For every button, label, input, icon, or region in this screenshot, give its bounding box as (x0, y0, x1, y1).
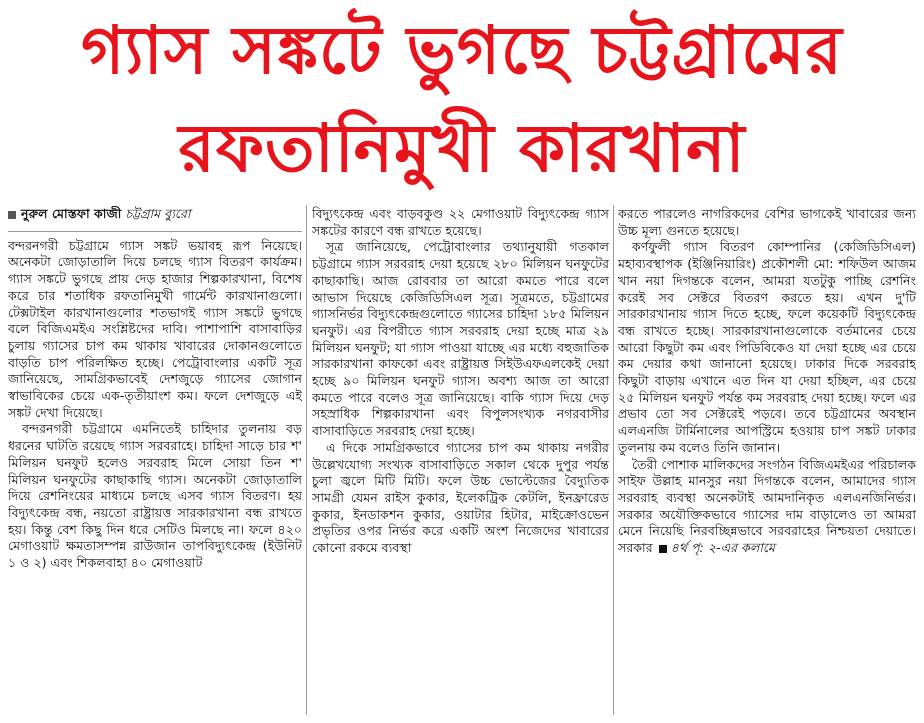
continuation-note[interactable] (653, 540, 775, 555)
headline-line-2: রফতানিমুখী কারখানা (178, 110, 746, 187)
article-column-2 (312, 206, 609, 718)
headline-line-1: গ্যাস সঙ্কটে ভুগছে চট্টগ্রামের (81, 12, 843, 89)
paragraph: করতে পারলেও নাগরিকদের বেশির ভাগকেই খাবারের জন্য উচ্চ মূল্য গুনতে হয়েছে। (618, 206, 916, 238)
byline (8, 206, 302, 232)
paragraph: বন্দরনগরী চট্টগ্রামে গ্যাস সঙ্কট ভয়াবহ রূপ নিয়েছে। অনেকটা জোড়াতালি দিয়ে চলছে গ্যাস বিতরণ কার্যক্রম। গ্যাস সঙ্কটে ভুগছে প্রায় দেড় হাজার শিল্পকারখানা, বিশেষ করে চার শতাধিক রফতানিমুখী গার্মেন্ট কারখানাগুলো। টেক্সটাইল কারখানাগুলোর শতভাগই গ্যাস সঙ্কটে ভুগছে বলে বিজিএমইএ সংশ্লিষ্টদের দাবি। পাশাপাশি বাসাবাড়ির চুলায় গ্যাসের চাপ কম থাকায় খাবারের দোকানগুলোতে বাড়তি চাপ পরিলক্ষিত হচ্ছে। পেট্রোবাংলার একটি সূত্র জানিয়েছে, সামগ্রিকভাবেই দেশজুড়ে গ্যাসের জোগান স্বাভাবিকের চেয়ে এক-তৃতীয়াংশ কম। ফলে দেশজুড়ে এই সঙ্কট দেখা দিয়েছে। (8, 237, 302, 420)
paragraph: বিদ্যুৎকেন্দ্র এবং বাড়বকুণ্ড ২২ মেগাওয়াট বিদ্যুৎকেন্দ্র গ্যাস সঙ্কটের কারণে বন্ধ রাখতে হয়েছে। (312, 206, 609, 238)
black-square-icon (659, 545, 667, 553)
paragraph: কর্ণফুলী গ্যাস বিতরণ কোম্পানির (কেজিডিসিএল) মহাব্যবস্থাপক (ইঞ্জিনিয়ারিং) প্রকৌশলী মো: শফিউল আজম খান নয়া দিগন্তকে বলেন, আমরা যতটুকু পাচ্ছি রেশনিং করেই সব সেক্টরে বিতরণ করতে হয়। এখন দু'টি সারকারখানায় গ্যাস দিতে হচ্ছে, ফলে কয়েকটি বিদ্যুৎকেন্দ্র বন্ধ রাখতে হচ্ছে। সারকারখানাগুলোকে বর্তমানের চেয়ে আরো কিছুটা কম এবং পিডিবিকেও যা দেয়া হচ্ছে এর চেয়ে কম দেয়ার কথা জানানো হয়েছে। ঢাকার দিকে সরবরাহ কিছুটা বাড়ায় এখানে এত দিন যা দেয়া হচ্ছিল, এর চেয়ে ২৫ মিলিয়ন ঘনফুট পর্যন্ত কম সরবরাহ দেয়া হচ্ছে। ফলে এর প্রভাব তো সব সেক্টরেই পড়বে। তবে চট্টগ্রামের অবস্থান এলএনজি টার্মিনালের আপস্ট্রিমে হওয়ায় চাপ সঙ্কট ঢাকার তুলনায় কম বলেও তিনি জানান। (618, 239, 916, 455)
article-column-1 (8, 206, 302, 718)
bureau-name: চট্টগ্রাম ব্যুরো (125, 206, 191, 221)
paragraph-text: তৈরী পোশাক মালিকদের সংগঠন বিজিএমইএর পরিচালক সাইফ উল্লাহ মানসুর নয়া দিগন্তকে বলেন, আমাদের গ্যাস সরবরাহ ব্যবস্থা অনেকটাই আমদানিকৃত এলএনজিনির্ভর। সরকার অযৌক্তিকভাবে গ্যাসের দাম বাড়ালেও তা আমরা মেনে নিয়েছি নিরবচ্ছিন্নভাবে সরবরাহের নিশ্চয়তা দেয়াতে। সরকার (618, 456, 916, 556)
paragraph: এ দিকে সামগ্রিকভাবে গ্যাসের চাপ কম থাকায় নগরীর উল্লেখযোগ্য সংখ্যক বাসাবাড়িতে সকাল থেকে দুপুর পর্যন্ত চুলা জ্বলে মিটি মিটি। ফলে উচ্চ ভোল্টেজের বৈদ্যুতিক সামগ্রী যেমন রাইস কুকার, ইলেকট্রিক কেটলি, ইনফ্রারেড কুকার, ইনডাকশন কুকার, ওয়াটার হিটার, মাইক্রোওভেন প্রভৃতির ওপর নির্ভর করে একটি অংশ নিজেদের খাবারের কোনো রকমে ব্যবস্থা (312, 439, 609, 556)
bullet-square-icon (8, 211, 16, 219)
author-name: নুরুল মোস্তফা কাজী (21, 206, 122, 221)
paragraph: সূত্র জানিয়েছে, পেট্রোবাংলার তথ্যানুযায়ী গতকাল চট্টগ্রামে গ্যাস সরবরাহ দেয়া হয়েছে ২৮০ মিলিয়ন ঘনফুটের কাছাকাছি। আজ রোববার তা আরো কমতে পারে বলে আভাস দিয়েছে কেজিডিসিএল সূত্র। সূত্রমতে, চট্টগ্রামের গ্যাসনির্ভর বিদ্যুৎকেন্দ্রগুলোতে গ্যাসের চাহিদা ১৮৫ মিলিয়ন ঘনফুট। এর বিপরীতে গ্যাস সরবরাহ দেয়া হচ্ছে মাত্র ২৯ মিলিয়ন ঘনফুট; যা গ্যাস পাওয়া যাচ্ছে এর মধ্যে বহুজাতিক সারকারখানা কাফকো এবং রাষ্ট্রায়ত্ত সিইউএফএলকেই দেয়া হচ্ছে ৯০ মিলিয়ন ঘনফুট গ্যাস। অবশ্য আজ তা আরো কমতে পারে বলেও সূত্র জানিয়েছে। বাকি গ্যাস দিয়ে দেড় সহস্রাধিক শিল্পকারখানা এবং বিপুলসংখ্যক নগরবাসীর বাসাবাড়িতে সরবরাহ দেয়া হচ্ছে। (312, 239, 609, 439)
article-column-3 (618, 206, 916, 718)
paragraph: বন্দরনগরী চট্টগ্রামে এমনিতেই চাহিদার তুলনায় বড় ধরনের ঘাটতি রয়েছে গ্যাস সরবরাহে। চাহিদা সাড়ে চার শ' মিলিয়ন ঘনফুট হলেও সরবরাহ মিলে সোয়া তিন শ' মিলিয়ন ঘনফুটের কাছাকাছি গ্যাস। অনেকটা জোড়াতালি দিয়ে রেশনিংয়ের মাধ্যমে চলছে এসব গ্যাস বিতরণ। হয় বিদ্যুৎকেন্দ্র বন্ধ, নয়তো রাষ্ট্রায়ত্ত সারকারখানা বন্ধ রাখতে হয়। কিন্তু বেশ কিছু দিন ধরে সেটিও মিলছে না। ফলে ৪২০ মেগাওয়াট ক্ষমতাসম্পন্ন রাউজান তাপবিদ্যুৎকেন্দ্র (ইউনিট ১ ও ২) এবং শিকলবাহা ৪০ মেগাওয়াট (8, 421, 302, 571)
column-divider (306, 205, 307, 715)
column-divider (613, 205, 614, 715)
paragraph (618, 457, 916, 557)
continuation-text: ৪র্থ পৃ: ২-এর কলামে (670, 540, 775, 556)
